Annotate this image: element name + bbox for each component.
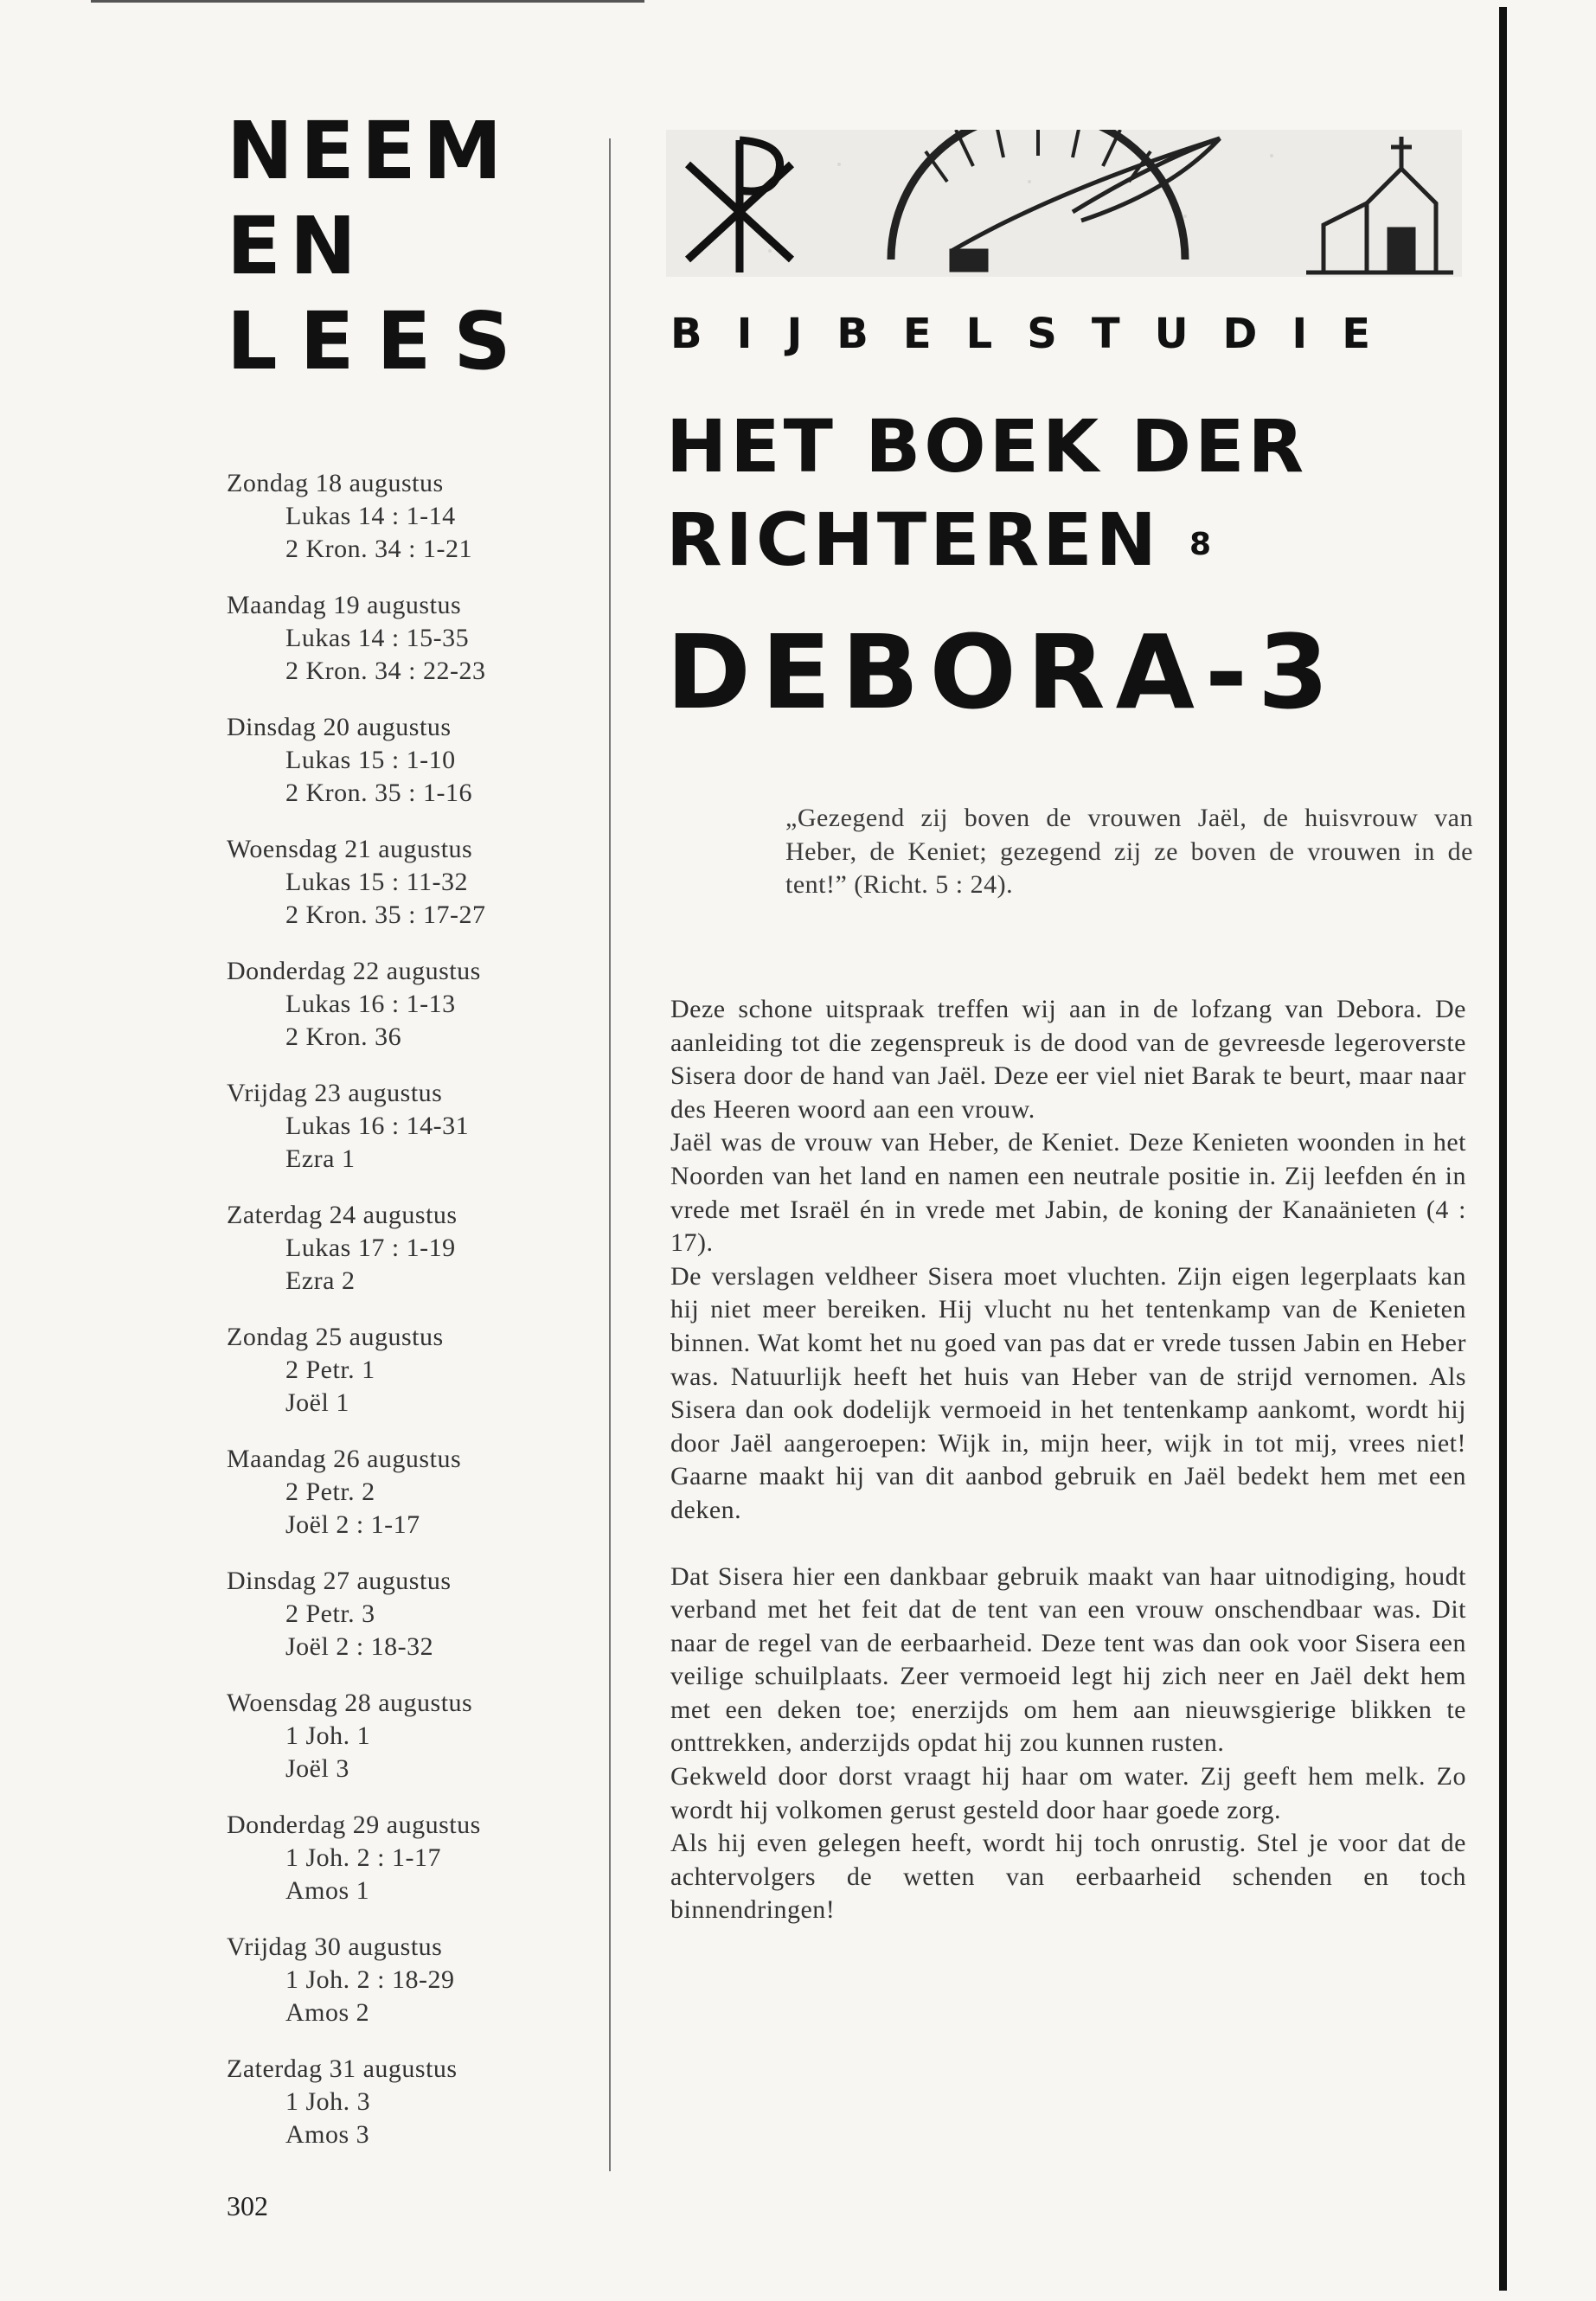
page-edge-rule (1499, 7, 1507, 2291)
article-body (670, 993, 1466, 1927)
schedule-date: Zondag 18 augustus (227, 469, 444, 497)
schedule-entry (227, 1809, 599, 1931)
schedule-entry (227, 1443, 599, 1565)
schedule-reading: Lukas 16 : 14-31 (285, 1112, 470, 1140)
schedule-reading: Ezra 2 (285, 1266, 356, 1295)
schedule-date: Dinsdag 20 augustus (227, 713, 452, 741)
schedule-date: Maandag 26 augustus (227, 1445, 462, 1473)
reading-schedule (227, 467, 599, 2175)
article-subtitle: DEBORA-3 (666, 612, 1340, 732)
schedule-reading: 1 Joh. 2 : 1-17 (285, 1843, 441, 1872)
schedule-reading: 2 Kron. 35 : 1-16 (285, 779, 472, 807)
schedule-date: Maandag 19 augustus (227, 591, 462, 619)
schedule-entry (227, 1565, 599, 1687)
schedule-entry (227, 833, 599, 955)
schedule-reading: 1 Joh. 2 : 18-29 (285, 1965, 455, 1994)
neem-en-lees-title (227, 104, 590, 389)
schedule-entry (227, 589, 599, 711)
schedule-reading: 2 Kron. 36 (285, 1022, 402, 1051)
page-number: 302 (227, 2190, 268, 2221)
schedule-reading: 2 Kron. 34 : 1-21 (285, 535, 472, 563)
schedule-date: Dinsdag 27 augustus (227, 1567, 452, 1595)
section-kicker: BIJBELSTUDIE (670, 310, 1406, 358)
schedule-date: Zaterdag 31 augustus (227, 2054, 458, 2083)
schedule-reading: 1 Joh. 3 (285, 2087, 371, 2116)
paragraph: Deze schone uitspraak treffen wij aan in de lofzang van Debora. De aanleiding tot die zegenspreuk is de dood van de gevreesde legeroverste Sisera door de hand van Jaël. Deze eer viel niet Barak te beurt, maar naar des Heeren woord aan een vrouw. (670, 995, 1466, 1124)
schedule-reading: 2 Petr. 3 (285, 1599, 375, 1628)
schedule-reading: 1 Joh. 1 (285, 1721, 371, 1750)
schedule-entry (227, 1687, 599, 1809)
title-line (666, 493, 1471, 592)
title-line-en: EN (227, 200, 365, 292)
title-line-text: RICHTEREN (666, 497, 1160, 582)
schedule-reading: Amos 3 (285, 2120, 370, 2149)
schedule-reading: 2 Petr. 1 (285, 1356, 375, 1384)
schedule-entry (227, 1077, 599, 1199)
schedule-date: Zaterdag 24 augustus (227, 1201, 458, 1229)
paragraph: Jaël was de vrouw van Heber, de Keniet. Deze Kenieten woonden in het Noorden van het land en namen een neutrale positie in. Zij leefden én in vrede met Israël én in vrede met Jabin, de koning der Kanaänieten (4 : 17). (670, 1128, 1466, 1258)
part-number: 8 (1189, 527, 1211, 563)
top-rule (91, 0, 644, 3)
schedule-reading: Joël 3 (285, 1754, 349, 1783)
title-line-neem: NEEM (227, 105, 510, 197)
schedule-reading: Lukas 14 : 15-35 (285, 624, 470, 652)
schedule-reading: Lukas 15 : 11-32 (285, 868, 469, 896)
schedule-entry (227, 467, 599, 589)
schedule-reading: Lukas 16 : 1-13 (285, 990, 456, 1018)
title-line-lees: LEES (227, 295, 534, 388)
schedule-entry (227, 2053, 599, 2175)
schedule-date: Woensdag 21 augustus (227, 835, 473, 863)
schedule-reading: Lukas 14 : 1-14 (285, 502, 456, 530)
schedule-entry (227, 1321, 599, 1443)
schedule-reading: Ezra 1 (285, 1144, 356, 1173)
column-divider (609, 138, 611, 2171)
paragraph: Gekweld door dorst vraagt hij haar om water. Zij geeft hem melk. Zo wordt hij volkomen gerust gesteld door haar goede zorg. (670, 1762, 1466, 1824)
schedule-reading: Lukas 15 : 1-10 (285, 746, 456, 774)
bible-study-header-illustration (666, 130, 1462, 277)
schedule-reading: Lukas 17 : 1-19 (285, 1234, 456, 1262)
schedule-date: Vrijdag 30 augustus (227, 1932, 443, 1961)
schedule-entry (227, 711, 599, 833)
schedule-reading: 2 Kron. 34 : 22-23 (285, 657, 486, 685)
schedule-reading: Joël 2 : 1-17 (285, 1510, 420, 1539)
schedule-date: Zondag 25 augustus (227, 1323, 444, 1351)
schedule-date: Donderdag 22 augustus (227, 957, 481, 985)
paragraph: Als hij even gelegen heeft, wordt hij toch onrustig. Stel je voor dat de achtervolgers de wetten van eerbaarheid schenden en toch binnendringen! (670, 1829, 1466, 1925)
schedule-entry (227, 955, 599, 1077)
schedule-date: Donderdag 29 augustus (227, 1811, 481, 1839)
schedule-date: Vrijdag 23 augustus (227, 1079, 443, 1107)
schedule-date: Woensdag 28 augustus (227, 1689, 473, 1717)
schedule-reading: Amos 2 (285, 1998, 370, 2027)
schedule-entry (227, 1199, 599, 1321)
title-line: HET BOEK DER (666, 404, 1308, 489)
schedule-reading: Joël 2 : 18-32 (285, 1632, 434, 1661)
schedule-reading: Joël 1 (285, 1388, 349, 1417)
paragraph: Dat Sisera hier een dankbaar gebruik maakt van haar uitnodiging, houdt verband met het feit dat de tent van een vrouw onschendbaar was. Dit naar de regel van de eerbaarheid. Deze tent was dan ook voor Sisera een veilige schuilplaats. Zeer vermoeid legt hij zich neer en Jaël dekt hem met een deken toe; enerzijds om hem aan nieuwsgierige blikken te onttrekken, anderzijds opdat hij zou kunnen rusten. (670, 1561, 1466, 1758)
scripture-quote: „Gezegend zij boven de vrouwen Jaël, de huisvrouw van Heber, de Keniet; gezegend zij ze boven de vrouwen in de tent!” (Richt. 5 : 24). (785, 804, 1473, 899)
article-title (666, 400, 1471, 592)
schedule-reading: 2 Petr. 2 (285, 1477, 375, 1506)
paragraph: De verslagen veldheer Sisera moet vluchten. Zijn eigen legerplaats kan hij niet meer bereiken. Hij vlucht nu het tentenkamp van de Kenieten binnen. Wat komt het nu goed van pas dat er vrede tussen Jabin en Heber was. Natuurlijk heeft het huis van Heber van de strijd vernomen. Als Sisera dan ook dodelijk vermoeid in het tentenkamp aankomt, wordt hij door Jaël aangeroepen: Wijk in, mijn heer, wijk in tot mij, vrees niet! Gaarne maakt hij van dit aanbod gebruik en Jaël bedekt hem met een deken. (670, 1261, 1466, 1524)
schedule-entry (227, 1931, 599, 2053)
schedule-reading: 2 Kron. 35 : 17-27 (285, 901, 486, 929)
schedule-reading: Amos 1 (285, 1876, 370, 1905)
